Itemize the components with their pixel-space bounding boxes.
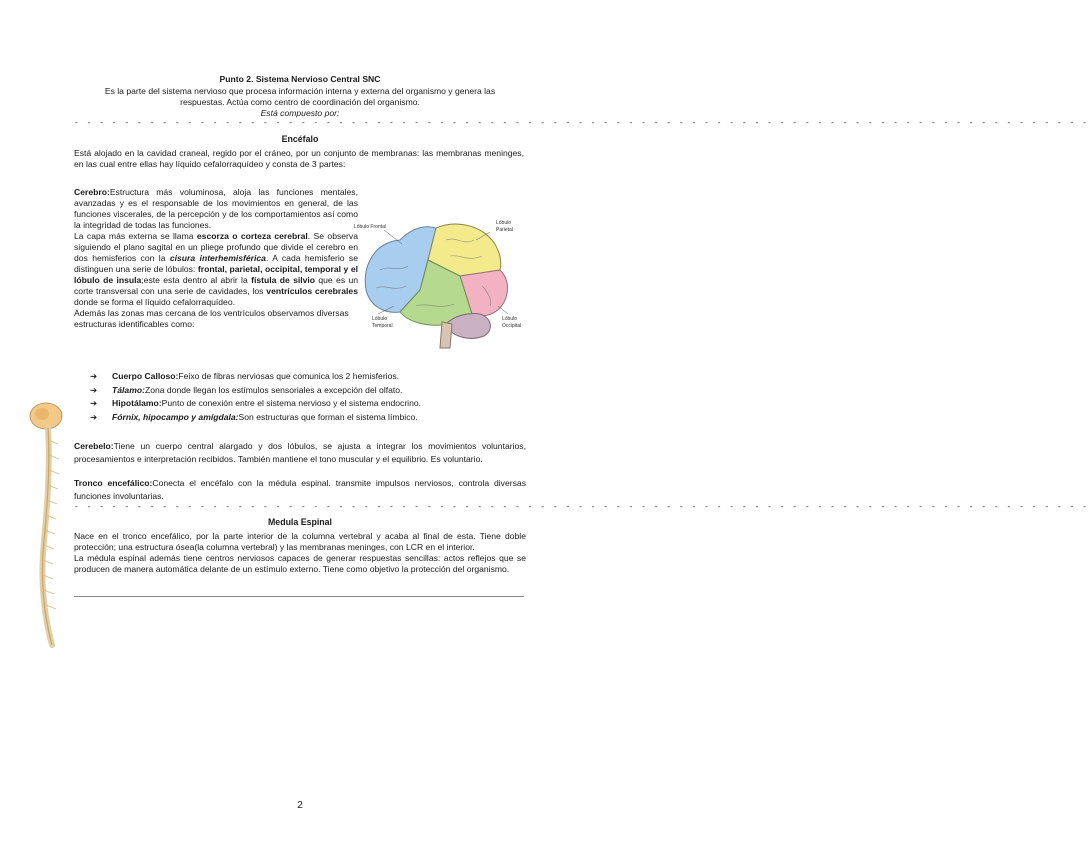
bottom-rule	[74, 596, 524, 597]
tronco-text: Conecta el encéfalo con la médula espinal. transmite impulsos nerviosos, controla diversas funciones involuntarias.	[74, 478, 526, 501]
label-frontal: Lóbulo Frontal	[354, 224, 386, 230]
divider: - - - - - - - - - - - - - - - - - - - - - - - - - - - - - - - - - - - - - - - - - - - - - - - - - - - - - - - - - - - - - - - - - - - - - - - - - - - - - - - - -	[74, 503, 1088, 512]
cerebro-text-wrapped: Estructura más voluminosa, aloja las funciones mentales, avanzadas y es el responsable de los movimientos en general, de las funciones viscerales, de la percepción y de los comportamientos así como la integridad de todas las funciones.	[74, 187, 358, 230]
page-number: 2	[297, 800, 303, 811]
arrow-icon: ➔	[90, 411, 98, 422]
tronco-label: Tronco encefálico:	[74, 478, 153, 488]
medula-paragraph-2: La médula espinal además tiene centros nerviosos capaces de generar respuestas sencillas: actos reflejos que se producen de manera automática delante de un estímulo externo. Tiene como objetivo la protección del organismo.	[74, 553, 526, 574]
cerebro-label-wrapped: Cerebro:	[74, 187, 110, 197]
tronco-paragraph	[74, 477, 526, 503]
bullet-text: Zona donde llegan los estímulos sensoriales a excepción del olfato.	[144, 384, 403, 395]
encefalo-intro: Está alojado en la cavidad craneal, regido por el cráneo, por un conjunto de membranas: las membranas meninges, en las cual entre ellas hay líquido cefalorraquídeo y consta de 3 partes:	[74, 148, 524, 169]
arrow-icon: ➔	[90, 384, 98, 395]
composed-label: Está compuesto por:	[260, 108, 340, 118]
divider: - - - - - - - - - - - - - - - - - - - - - - - - - - - - - - - - - - - - - - - - - - - - - - - - - - - - - - - - - - - - - - - - - - - - - - - - - - - - - - - - -	[74, 119, 1088, 128]
bullet-label: Hipotálamo:	[112, 398, 162, 408]
bullet-label: Tálamo:	[112, 384, 145, 395]
arrow-icon: ➔	[90, 398, 98, 408]
label-temporal-1: Lóbulo	[372, 316, 388, 322]
capa-term-ventriculos: ventrículos cerebrales	[266, 286, 358, 296]
structures-list	[90, 370, 530, 424]
capa-term-corteza: escorza o corteza cerebral	[196, 231, 308, 241]
cerebelo-paragraph	[74, 440, 526, 466]
list-item	[90, 384, 530, 398]
bullet-text: Son estructuras que forman el sistema límbico.	[238, 411, 418, 422]
capa-text-a: La capa más externa se llama	[74, 231, 197, 241]
label-parietal-2: Parietal	[496, 227, 513, 233]
capa-text-g: ;este esta dentro al abrir la	[141, 275, 252, 285]
bullet-label: Cuerpo Calloso:	[112, 371, 179, 381]
page-title: Punto 2. Sistema Nervioso Central SNC	[219, 74, 381, 84]
capa-term-fistula: fístula de silvio	[251, 275, 316, 285]
bullet-text: Feixo de fibras nerviosas que comunica los 2 hemisferios.	[178, 371, 400, 381]
encefalo-heading: Encéfalo	[281, 134, 319, 144]
label-temporal-2: Temporal	[372, 323, 393, 329]
intro-paragraph: Es la parte del sistema nervioso que procesa información interna y externa del organismo y genera las respuestas. Actúa como centro de coordinación del organismo.	[104, 86, 496, 107]
bullet-label: Fórnix, hipocampo y amígdala:	[112, 411, 239, 422]
capa-term-lobulos: frontal, parietal, occipital, temporal y el lóbulo de insula	[74, 264, 358, 285]
list-item	[90, 397, 530, 411]
label-parietal-1: Lóbulo	[496, 220, 512, 226]
bullet-text: Punto de conexión entre el sistema nervioso y el sistema endocrino.	[161, 398, 422, 408]
capa-text-e: . A cada hemisferio se distinguen una serie de lóbulos:	[74, 253, 358, 274]
spinal-brain-inner	[35, 408, 49, 420]
cerebelo-label: Cerebelo:	[74, 441, 114, 451]
capa-text-i: que es un corte transversal con una serie de cavidades, los	[74, 275, 358, 296]
brain-stem	[440, 322, 452, 348]
capa-text-k: donde se forma el líquido cefalorraquídeo.	[74, 297, 235, 307]
list-item	[90, 411, 530, 425]
capa-text-c: . Se observa siguiendo el plano sagital en un pliege profundo que divide el cerebro en dos hemisferios con la	[74, 231, 358, 263]
ademas-paragraph: Además las zonas mas cercana de los ventrículos observamos diversas estructuras identificables como:	[74, 308, 349, 329]
label-occipital-2: Occipital	[502, 323, 522, 329]
brain-lobes-illustration	[350, 210, 530, 350]
arrow-icon: ➔	[90, 371, 98, 381]
list-item	[90, 370, 530, 384]
capa-term-cisura: cisura interhemisférica	[169, 253, 266, 263]
cerebelo-text: Tiene un cuerpo central alargado y dos lóbulos, se ajusta a integrar los movimientos voluntarios, procesamientos e interpretación recibidos. También mantiene el tono muscular y el equilibrio. Es voluntario.	[74, 441, 526, 464]
medula-heading: Medula Espinal	[267, 517, 333, 527]
label-occipital-1: Lóbulo	[502, 316, 518, 322]
medula-paragraph-1: Nace en el tronco encefálico, por la parte interior de la columna vertebral y acaba al final de esta. Tiene doble protección; una estructura ósea(la columna vertebral) y las membranas meninges, con LCR en el interior.	[74, 531, 526, 552]
